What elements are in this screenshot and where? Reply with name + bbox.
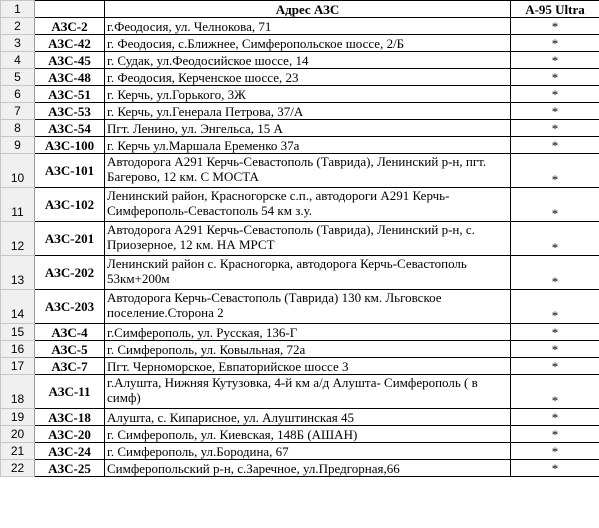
row-header[interactable]: 20: [1, 426, 35, 443]
station-address-cell[interactable]: г. Феодосия, с.Ближнее, Симферопольское шоссе, 2/Б: [105, 35, 511, 52]
fuel-availability-cell[interactable]: *: [511, 52, 599, 69]
row-header[interactable]: 1: [1, 1, 35, 18]
station-address-cell[interactable]: г. Симферополь, ул.Бородина, 67: [105, 443, 511, 460]
station-name-cell[interactable]: АЗС-100: [35, 137, 105, 154]
fuel-availability-cell[interactable]: *: [511, 409, 599, 426]
station-address-cell[interactable]: г. Симферополь, ул. Ковыльная, 72а: [105, 341, 511, 358]
table-row: [1, 137, 599, 154]
station-address-cell[interactable]: г.Симферополь, ул. Русская, 136-Г: [105, 324, 511, 341]
station-address-cell[interactable]: Ленинский район, Красногорске с.п., автодороги А291 Керчь-Симферополь-Севастополь 54 км з.у.: [105, 188, 511, 222]
fuel-availability-cell[interactable]: *: [511, 137, 599, 154]
station-address-cell[interactable]: Пгт. Ленино, ул. Энгельса, 15 А: [105, 120, 511, 137]
row-header[interactable]: 12: [1, 222, 35, 256]
row-header[interactable]: 16: [1, 341, 35, 358]
fuel-availability-cell[interactable]: *: [511, 324, 599, 341]
station-name-cell[interactable]: АЗС-201: [35, 222, 105, 256]
station-name-cell[interactable]: АЗС-20: [35, 426, 105, 443]
station-name-cell[interactable]: АЗС-202: [35, 256, 105, 290]
row-header[interactable]: 13: [1, 256, 35, 290]
table-row: [1, 256, 599, 290]
station-address-cell[interactable]: Симферопольский р-н, с.Заречное, ул.Предгорная,66: [105, 460, 511, 477]
station-name-cell[interactable]: АЗС-102: [35, 188, 105, 222]
table-row: [1, 443, 599, 460]
row-header[interactable]: 6: [1, 86, 35, 103]
row-header[interactable]: 3: [1, 35, 35, 52]
row-header[interactable]: 15: [1, 324, 35, 341]
table-row: [1, 18, 599, 35]
station-address-cell[interactable]: г.Феодосия, ул. Челнокова, 71: [105, 18, 511, 35]
fuel-availability-cell[interactable]: *: [511, 35, 599, 52]
station-name-cell[interactable]: АЗС-7: [35, 358, 105, 375]
station-name-cell[interactable]: АЗС-101: [35, 154, 105, 188]
row-header[interactable]: 11: [1, 188, 35, 222]
station-name-cell[interactable]: АЗС-48: [35, 69, 105, 86]
table-row: [1, 120, 599, 137]
table-row: [1, 35, 599, 52]
station-address-cell[interactable]: Автодорога А291 Керчь-Севастополь (Таврида), Ленинский р-н, пгт. Багерово, 12 км. С МОСТА: [105, 154, 511, 188]
row-header[interactable]: 4: [1, 52, 35, 69]
station-name-cell[interactable]: АЗС-25: [35, 460, 105, 477]
station-address-cell[interactable]: г. Керчь, ул.Горького, 3Ж: [105, 86, 511, 103]
table-row: [1, 341, 599, 358]
station-name-cell[interactable]: АЗС-24: [35, 443, 105, 460]
station-name-cell[interactable]: АЗС-203: [35, 290, 105, 324]
station-name-cell[interactable]: АЗС-4: [35, 324, 105, 341]
station-address-cell[interactable]: г. Судак, ул.Феодосийское шоссе, 14: [105, 52, 511, 69]
table-row: [1, 154, 599, 188]
fuel-availability-cell[interactable]: *: [511, 69, 599, 86]
station-address-cell[interactable]: г.Алушта, Нижняя Кутузовка, 4-й км а/д Алушта- Симферополь ( в симф): [105, 375, 511, 409]
row-header[interactable]: 8: [1, 120, 35, 137]
table-row: [1, 460, 599, 477]
fuel-availability-cell[interactable]: *: [511, 256, 599, 290]
table-row: [1, 103, 599, 120]
station-address-cell[interactable]: г. Симферополь, ул. Киевская, 148Б (АШАН): [105, 426, 511, 443]
station-address-cell[interactable]: Алушта, с. Кипарисное, ул. Алуштинская 45: [105, 409, 511, 426]
station-name-cell[interactable]: АЗС-42: [35, 35, 105, 52]
fuel-availability-cell[interactable]: *: [511, 120, 599, 137]
station-address-cell[interactable]: г. Феодосия, Керченское шоссе, 23: [105, 69, 511, 86]
fuel-availability-cell[interactable]: *: [511, 154, 599, 188]
row-header[interactable]: 17: [1, 358, 35, 375]
fuel-availability-cell[interactable]: *: [511, 86, 599, 103]
table-row: [1, 426, 599, 443]
station-name-cell[interactable]: АЗС-53: [35, 103, 105, 120]
table-row: [1, 69, 599, 86]
fuel-availability-cell[interactable]: *: [511, 222, 599, 256]
table-row: [1, 222, 599, 256]
station-name-cell[interactable]: АЗС-11: [35, 375, 105, 409]
station-address-cell[interactable]: Автодорога А291 Керчь-Севастополь (Таврида), Ленинский р-н, с. Приозерное, 12 км. НА МРСТ: [105, 222, 511, 256]
fuel-availability-cell[interactable]: *: [511, 375, 599, 409]
fuel-availability-cell[interactable]: *: [511, 443, 599, 460]
row-header[interactable]: 10: [1, 154, 35, 188]
row-header[interactable]: 7: [1, 103, 35, 120]
table-row: [1, 409, 599, 426]
station-name-cell[interactable]: АЗС-2: [35, 18, 105, 35]
table-row: [1, 290, 599, 324]
table-row: [1, 358, 599, 375]
row-header[interactable]: 18: [1, 375, 35, 409]
row-header[interactable]: 5: [1, 69, 35, 86]
spreadsheet-body: [1, 1, 599, 477]
row-header[interactable]: 19: [1, 409, 35, 426]
row-header[interactable]: 9: [1, 137, 35, 154]
station-name-cell[interactable]: АЗС-18: [35, 409, 105, 426]
fuel-availability-cell[interactable]: *: [511, 426, 599, 443]
station-address-cell[interactable]: Автодорога Керчь-Севастополь (Таврида) 130 км. Льговское поселение.Сторона 2: [105, 290, 511, 324]
station-address-cell[interactable]: Пгт. Черноморское, Евпаторийское шоссе 3: [105, 358, 511, 375]
fuel-availability-cell[interactable]: *: [511, 358, 599, 375]
table-row: [1, 188, 599, 222]
row-header[interactable]: 21: [1, 443, 35, 460]
fuel-availability-cell[interactable]: *: [511, 188, 599, 222]
row-header[interactable]: 14: [1, 290, 35, 324]
fuel-availability-cell[interactable]: *: [511, 290, 599, 324]
fuel-availability-cell[interactable]: *: [511, 18, 599, 35]
header-name-cell[interactable]: [35, 1, 105, 18]
row-header[interactable]: 22: [1, 460, 35, 477]
fuel-availability-cell[interactable]: *: [511, 341, 599, 358]
fuel-availability-cell[interactable]: *: [511, 460, 599, 477]
header-row: [1, 1, 599, 18]
table-row: [1, 375, 599, 409]
header-fuel-cell[interactable]: А-95 Ultra: [511, 1, 599, 18]
fuel-availability-cell[interactable]: *: [511, 103, 599, 120]
station-address-cell[interactable]: Ленинский район с. Красногорка, автодорога Керчь-Севастополь 53км+200м: [105, 256, 511, 290]
station-name-cell[interactable]: АЗС-5: [35, 341, 105, 358]
station-name-cell[interactable]: АЗС-51: [35, 86, 105, 103]
table-row: [1, 324, 599, 341]
station-name-cell[interactable]: АЗС-45: [35, 52, 105, 69]
station-address-cell[interactable]: г. Керчь ул.Маршала Еременко 37а: [105, 137, 511, 154]
station-name-cell[interactable]: АЗС-54: [35, 120, 105, 137]
table-row: [1, 52, 599, 69]
header-address-cell[interactable]: Адрес АЗС: [105, 1, 511, 18]
row-header[interactable]: 2: [1, 18, 35, 35]
station-address-cell[interactable]: г. Керчь, ул.Генерала Петрова, 37/А: [105, 103, 511, 120]
table-row: [1, 86, 599, 103]
